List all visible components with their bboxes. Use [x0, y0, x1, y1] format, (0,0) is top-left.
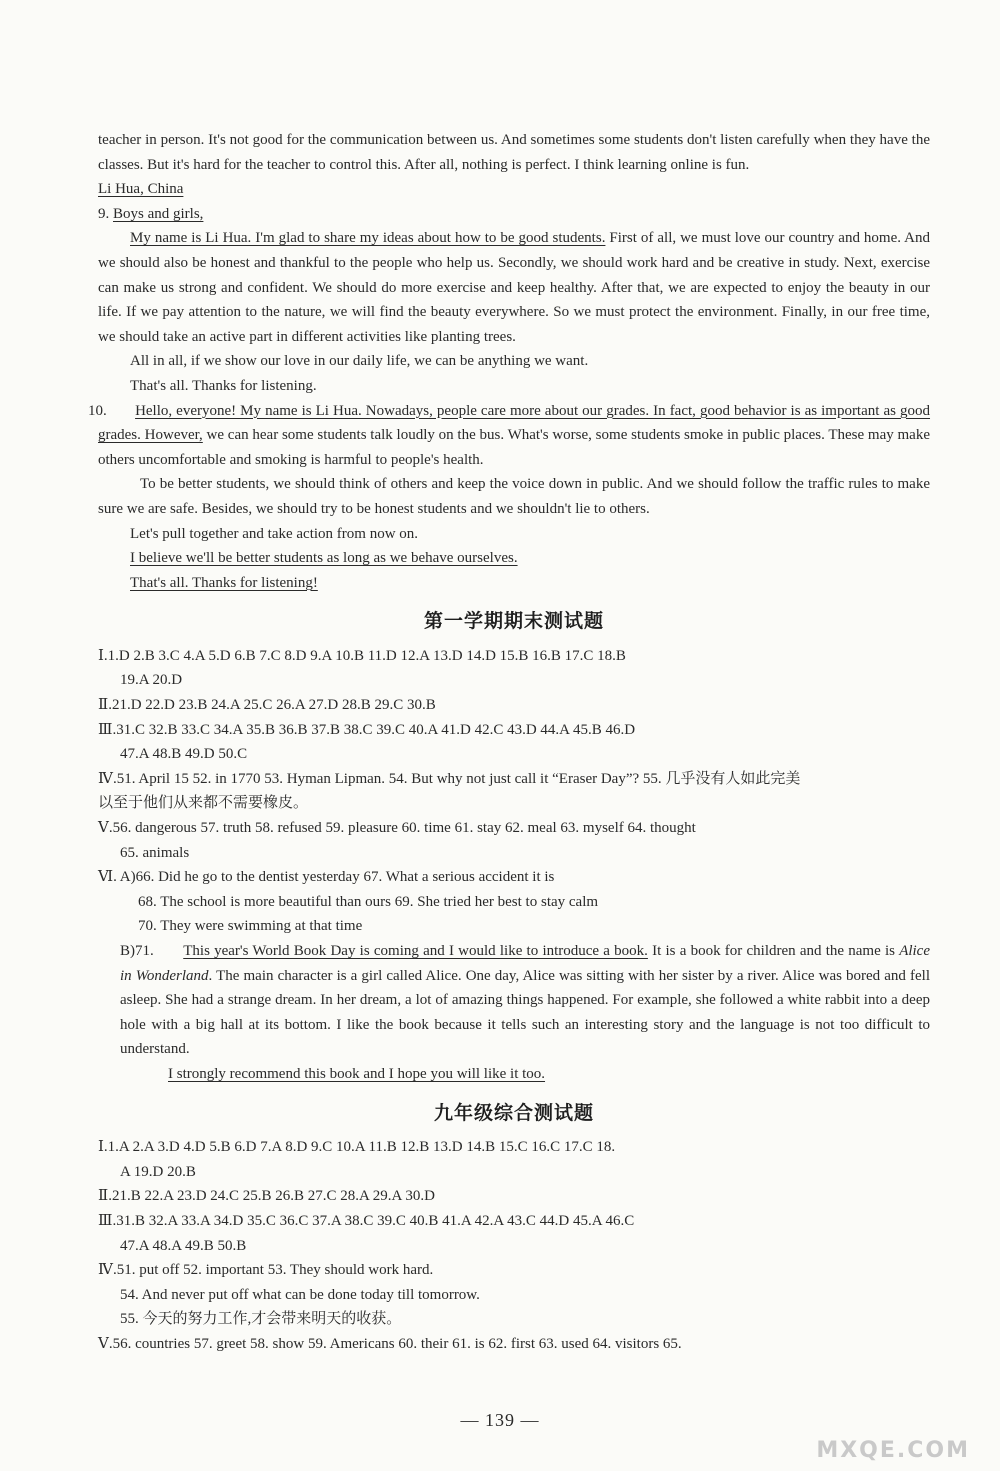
essay10-paragraph-4: I believe we'll be better students as long as we behave ourselves.: [130, 550, 518, 567]
essay10-paragraph-1: 10. Hello, everyone! My name is Li Hua. Nowadays, people care more about our grades. In fact, good behavior is as important as good grades. However, we can hear some students talk loudly on the bus. What's worse, some students smoke in public places. These may make others uncomfortable and smoking is harmful to people's health.: [88, 402, 931, 468]
s1-part-I-cont: 19.A 20.D: [120, 672, 183, 689]
s1-part-VI-a3: 70. They were swimming at that time: [138, 918, 363, 935]
s2-part-IV: Ⅳ.51. put off 52. important 53. They should work hard.: [98, 1262, 434, 1279]
s2-part-III: Ⅲ.31.B 32.A 33.A 34.D 35.C 36.C 37.A 38.C 39.C 40.B 41.A 42.A 43.C 44.D 45.A 46.C: [98, 1212, 635, 1229]
s1-part-IV: Ⅳ.51. April 15 52. in 1770 53. Hyman Lipman. 54. But why not just call it “Eraser Day”? 55. 几乎没有人如此完美: [98, 770, 801, 787]
section-title-grade9: 九年级综合测试题: [433, 1101, 594, 1124]
essay9-paragraph-1: My name is Li Hua. I'm glad to share my ideas about how to be good students. First of all, we must love our country and home. And we should also be honest and thankful to the people who help us. Secondly, we should work hard and be creative in study. Next, exercise can make us strong and confident. We should do more exercise and keep healthy. After that, we are expected to enjoy the beauty in our life. If we pay attention to the nature, we will find the beauty everywhere. So we must protect the environment. Finally, in our free time, we should take an active part in different activities like planting trees.: [98, 230, 930, 345]
essay10-paragraph-2: To be better students, we should think of others and keep the voice down in public. And we should follow the traffic rules to make sure we are safe. Besides, we should try to be honest students and we shouldn't lie to others.: [98, 476, 930, 517]
s1-part-VI-a2: 68. The school is more beautiful than ours 69. She tried her best to stay calm: [138, 893, 599, 910]
s1-part-V-cont: 65. animals: [120, 844, 190, 861]
s2-part-IV-b: 54. And never put off what can be done today till tomorrow.: [120, 1286, 480, 1303]
answer-page: [88, 128, 931, 1357]
essay9-greeting: 9. Boys and girls,: [98, 205, 204, 222]
s1-part-VI-a1: Ⅵ. A)66. Did he go to the dentist yesterday 67. What a serious accident it is: [98, 869, 555, 886]
s1-part-III: Ⅲ.31.C 32.B 33.C 34.A 35.B 36.B 37.B 38.C 39.C 40.A 41.D 42.C 43.D 44.A 45.B 46.D: [98, 721, 636, 738]
s2-part-V: Ⅴ.56. countries 57. greet 58. show 59. Americans 60. their 61. is 62. first 63. used 64. visitors 65.: [98, 1335, 682, 1352]
section-title-final-exam: 第一学期期末测试题: [423, 610, 604, 633]
essay9-paragraph-3: That's all. Thanks for listening.: [130, 377, 317, 394]
s1-part-I: Ⅰ.1.D 2.B 3.C 4.A 5.D 6.B 7.C 8.D 9.A 10.B 11.D 12.A 13.D 14.D 15.B 16.B 17.C 18.B: [98, 647, 626, 664]
s1-part-VI-b: B)71. This year's World Book Day is coming and I would like to introduce a book. It is a book for children and the name is Alice in Wonderland. The main character is a girl called Alice. One day, Alice was sitting with her sister by a river. Alice was bored and fell asleep. She had a strange dream. In her dream, a lot of amazing things happened. For example, she followed a white rabbit into a deep hole with a big hall at its bottom. I like the book because it tells such an interesting story and the language is not too difficult to understand.: [120, 943, 931, 1058]
essay8-signature: Li Hua, China: [98, 181, 184, 198]
essay10-paragraph-5: That's all. Thanks for listening!: [130, 574, 318, 591]
page-number: — 139 —: [460, 1410, 540, 1430]
s2-part-III-cont: 47.A 48.A 49.B 50.B: [120, 1237, 247, 1254]
essay9-paragraph-2: All in all, if we show our love in our daily life, we can be anything we want.: [130, 353, 589, 370]
s2-part-IV-c: 55. 今天的努力工作,才会带来明天的收获。: [120, 1311, 402, 1328]
s1-part-VI-b-last: I strongly recommend this book and I hope you will like it too.: [168, 1065, 546, 1082]
s1-part-III-cont: 47.A 48.B 49.D 50.C: [120, 746, 248, 763]
essay10-paragraph-3: Let's pull together and take action from now on.: [130, 525, 419, 542]
s1-part-IV-cont: 以至于他们从来都不需要橡皮。: [98, 795, 309, 812]
watermark-logo: MXQE.COM: [816, 1438, 970, 1463]
s2-part-I: Ⅰ.1.A 2.A 3.D 4.D 5.B 6.D 7.A 8.D 9.C 10.A 11.B 12.B 13.D 14.B 15.C 16.C 17.C 18.: [98, 1139, 616, 1156]
s2-part-I-cont: A 19.D 20.B: [120, 1163, 196, 1180]
essay8-tail: teacher in person. It's not good for the communication between us. And sometimes some students don't listen carefully when they have the classes. But it's hard for the teacher to control this. After all, nothing is perfect. I think learning online is fun.: [98, 132, 930, 173]
s1-part-II: Ⅱ.21.D 22.D 23.B 24.A 25.C 26.A 27.D 28.B 29.C 30.B: [98, 697, 436, 714]
s1-part-V: Ⅴ.56. dangerous 57. truth 58. refused 59. pleasure 60. time 61. stay 62. meal 63. myself 64. thought: [98, 820, 696, 837]
s2-part-II: Ⅱ.21.B 22.A 23.D 24.C 25.B 26.B 27.C 28.A 29.A 30.D: [98, 1188, 435, 1205]
